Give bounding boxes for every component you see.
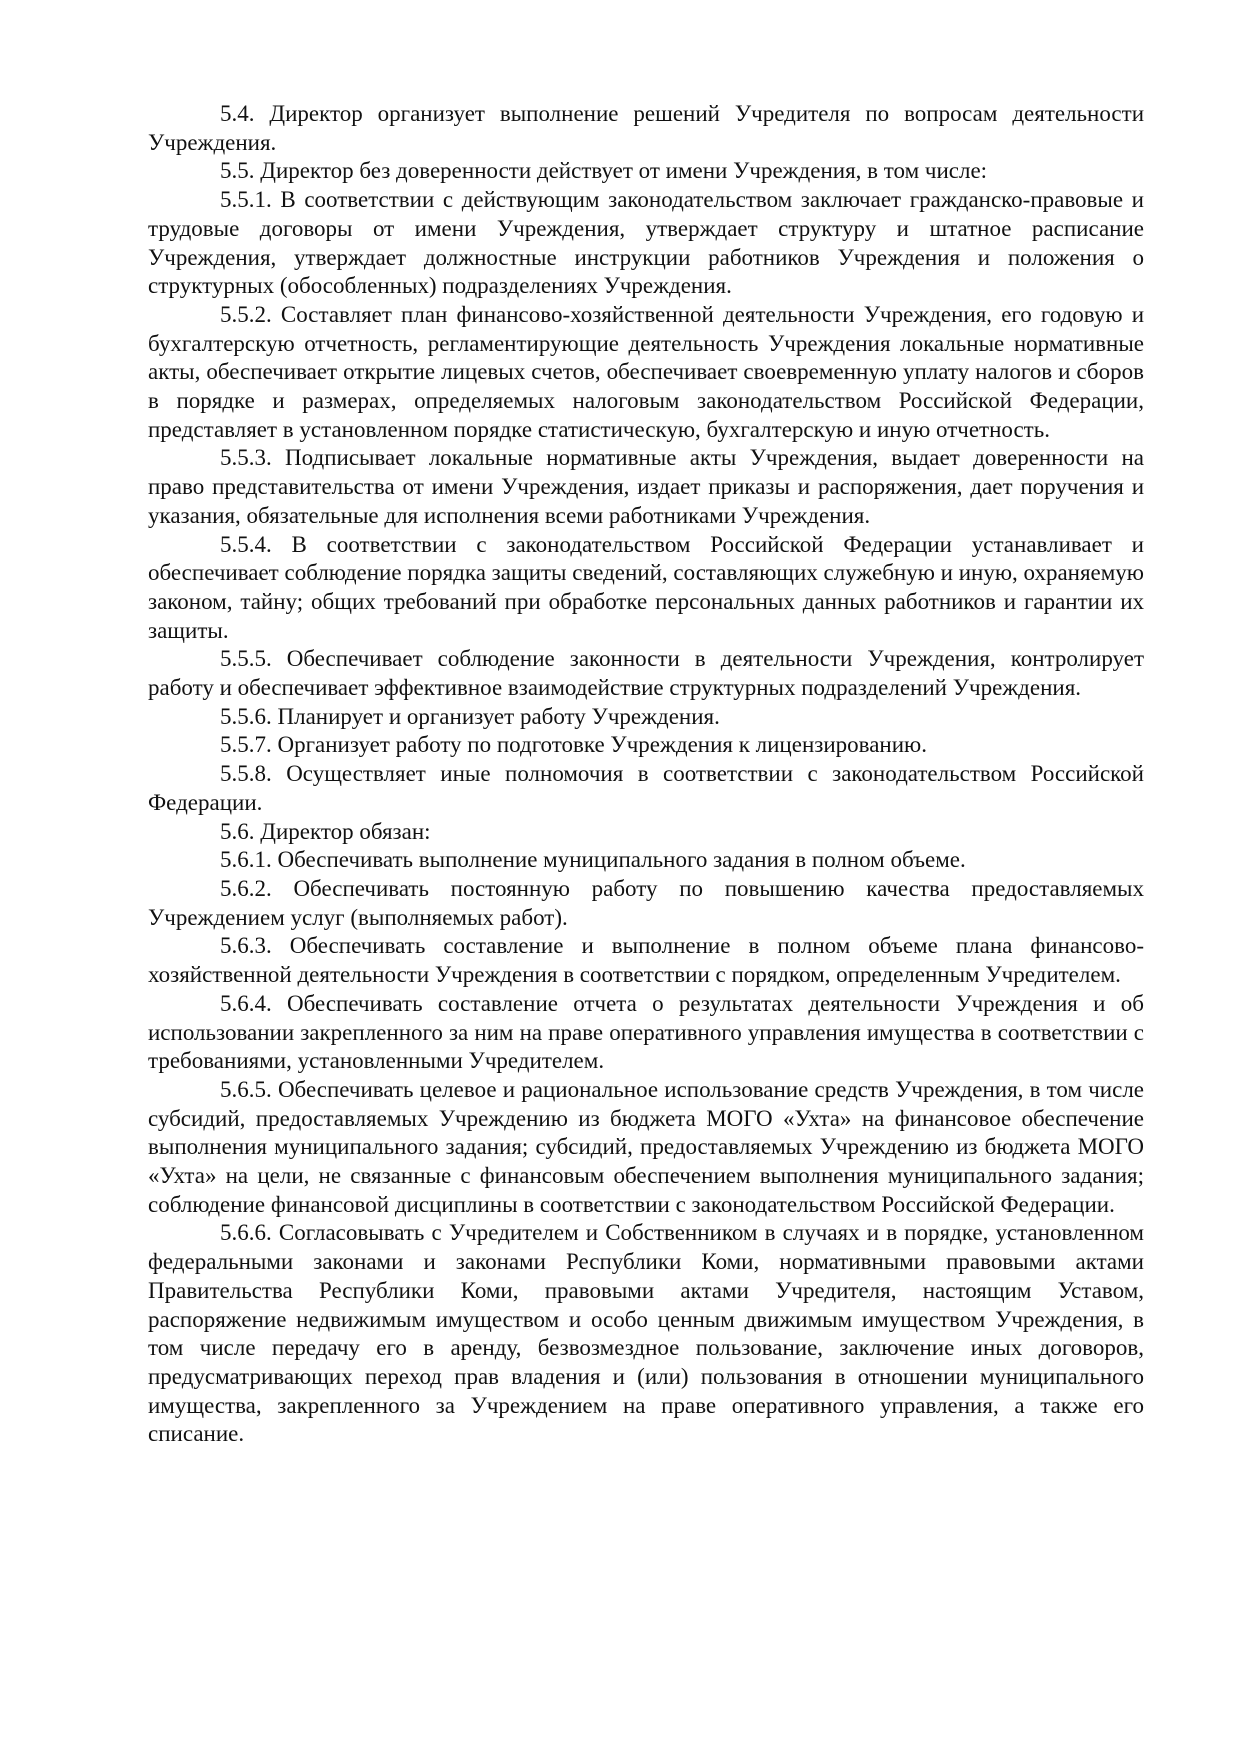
paragraph-5-5-8: 5.5.8. Осуществляет иные полномочия в соответствии с законодательством Российской Федерации. — [148, 761, 1144, 815]
paragraph-5-6-3: 5.6.3. Обеспечивать составление и выполнение в полном объеме плана финансово-хозяйственной деятельности Учреждения в соответствии с порядком, определенным Учредителем. — [148, 933, 1144, 988]
paragraph-5-6-5: 5.6.5. Обеспечивать целевое и рациональное использование средств Учреждения, в том числе субсидий, предоставляемых Учреждению из бюджета МОГО «Ухта» на финансовое обеспечение выполнения муниципального задания; субсидий, предоставляемых Учреждению из бюджета МОГО «Ухта» на цели, не связанные с финансовым обеспечением выполнения муниципального задания; соблюдение финансовой дисциплины в соответствии с законодательством Российской Федерации. — [148, 1076, 1144, 1217]
paragraph-5-4: 5.4. Директор организует выполнение решений Учредителя по вопросам деятельности Учреждения. — [148, 101, 1144, 155]
paragraph-5-6-1: 5.6.1. Обеспечивать выполнение муниципального задания в полном объеме. — [220, 847, 966, 873]
paragraph-5-6-6: 5.6.6. Согласовывать с Учредителем и Собственником в случаях и в порядке, установленном федеральными законами и законами Республики Коми, нормативными правовыми актами Правительства Республики Коми, правовыми актами Учредителя, настоящим Уставом, распоряжение недвижимым имуществом и особо ценным движимым имуществом Учреждения, в том числе передачу его в аренду, безвозмездное пользование, заключение иных договоров, предусматривающих переход прав владения и (или) пользования в отношении муниципального имущества, закрепленного за Учреждением на праве оперативного управления, а также его списание. — [148, 1220, 1144, 1447]
document-page — [148, 100, 1144, 1449]
paragraph-5-5-3: 5.5.3. Подписывает локальные нормативные акты Учреждения, выдает доверенности на право представительства от имени Учреждения, издает приказы и распоряжения, дает поручения и указания, обязательные для исполнения всеми работниками Учреждения. — [148, 445, 1144, 528]
paragraph-5-6-2: 5.6.2. Обеспечивать постоянную работу по повышению качества предоставляемых Учреждением услуг (выполняемых работ). — [148, 875, 1144, 930]
paragraph-5-6: 5.6. Директор обязан: — [220, 818, 431, 844]
paragraph-5-5-6: 5.5.6. Планирует и организует работу Учреждения. — [220, 703, 720, 729]
paragraph-5-5-4: 5.5.4. В соответствии с законодательством Российской Федерации устанавливает и обеспечивает соблюдение порядка защиты сведений, составляющих служебную и иную, охраняемую законом, тайну; общих требований при обработке персональных данных работников и гарантии их защиты. — [148, 531, 1144, 643]
paragraph-5-5-5: 5.5.5. Обеспечивает соблюдение законности в деятельности Учреждения, контролирует работу и обеспечивает эффективное взаимодействие структурных подразделений Учреждения. — [148, 646, 1144, 701]
paragraph-5-5: 5.5. Директор без доверенности действует от имени Учреждения, в том числе: — [220, 158, 988, 184]
paragraph-5-5-7: 5.5.7. Организует работу по подготовке Учреждения к лицензированию. — [220, 732, 927, 758]
paragraph-5-5-1: 5.5.1. В соответствии с действующим законодательством заключает гражданско-правовые и трудовые договоры от имени Учреждения, утверждает структуру и штатное расписание Учреждения, утверждает должностные инструкции работников Учреждения и положения о структурных (обособленных) подразделениях Учреждения. — [148, 187, 1144, 299]
paragraph-5-5-2: 5.5.2. Составляет план финансово-хозяйственной деятельности Учреждения, его годовую и бухгалтерскую отчетность, регламентирующие деятельность Учреждения локальные нормативные акты, обеспечивает открытие лицевых счетов, обеспечивает своевременную уплату налогов и сборов в порядке и размерах, определяемых налоговым законодательством Российской Федерации, представляет в установленном порядке статистическую, бухгалтерскую и иную отчетность. — [148, 301, 1144, 442]
paragraph-5-6-4: 5.6.4. Обеспечивать составление отчета о результатах деятельности Учреждения и об использовании закрепленного за ним на праве оперативного управления имущества в соответствии с требованиями, установленными Учредителем. — [148, 990, 1144, 1074]
